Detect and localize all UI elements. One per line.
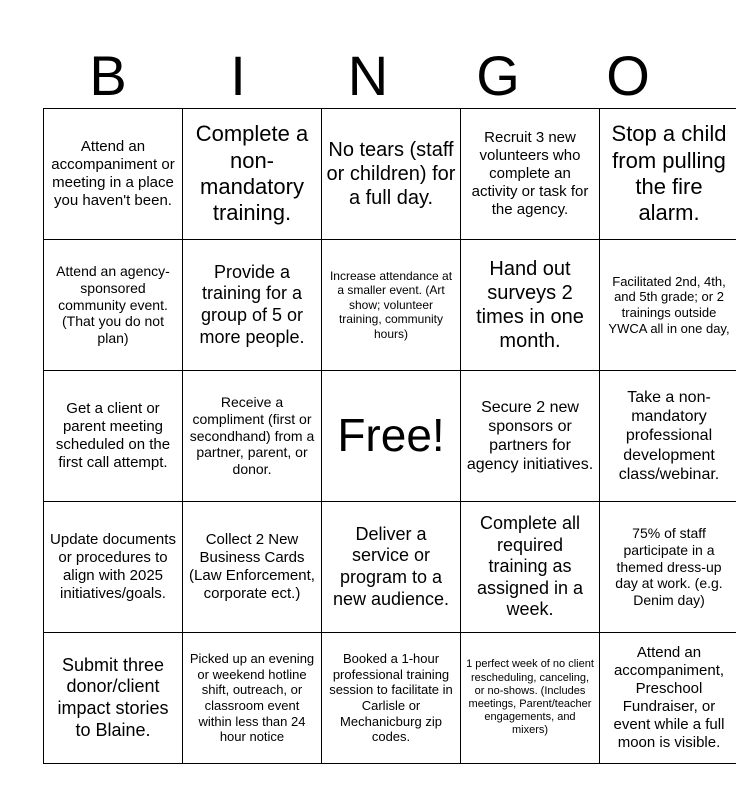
bingo-cell[interactable] xyxy=(600,371,736,502)
cell-text: Secure 2 new sponsors or partners for agency initiatives. xyxy=(466,398,594,474)
bingo-cell[interactable] xyxy=(461,633,600,764)
cell-text: 75% of staff participate in a themed dress-up day at work. (e.g. Denim day) xyxy=(615,525,723,609)
board-row xyxy=(44,109,736,240)
bingo-cell[interactable] xyxy=(44,240,183,371)
bingo-cell[interactable] xyxy=(322,109,461,240)
cell-text: Hand out surveys 2 times in one month. xyxy=(476,258,584,352)
cell-text: Provide a training for a group of 5 or more people. xyxy=(199,261,305,347)
bingo-cell[interactable] xyxy=(322,502,461,633)
cell-text: Get a client or parent meeting scheduled on the first call attempt. xyxy=(55,400,171,471)
bingo-cell[interactable] xyxy=(322,240,461,371)
bingo-cell[interactable] xyxy=(183,502,322,633)
cell-text: Attend an accompaniment, Preschool Fundraiser, or event while a full moon is visible. xyxy=(613,644,725,751)
bingo-cell[interactable] xyxy=(461,240,600,371)
free-space-text: Free! xyxy=(337,409,445,462)
cell-text: Update documents or procedures to align with 2025 initiatives/goals. xyxy=(50,531,176,602)
bingo-cell[interactable] xyxy=(183,371,322,502)
cell-text: 1 perfect week of no client rescheduling, canceling, or no-shows. (Includes meetings, Parent/teacher engagements, and mixers) xyxy=(466,658,594,737)
cell-text: Booked a 1-hour professional training session to facilitate in Carlisle or Mechanicburg zip codes. xyxy=(329,651,453,745)
bingo-cell[interactable] xyxy=(44,109,183,240)
free-space-cell[interactable] xyxy=(322,371,461,502)
board-row xyxy=(44,371,736,502)
header-letter-i: I xyxy=(230,44,246,107)
bingo-cell[interactable] xyxy=(600,502,736,633)
cell-text: Collect 2 New Business Cards (Law Enforcement, corporate ect.) xyxy=(189,531,315,602)
bingo-cell[interactable] xyxy=(461,502,600,633)
cell-text: Attend an agency-sponsored community event. (That you do not plan) xyxy=(56,263,170,347)
cell-text: Deliver a service or program to a new audience. xyxy=(332,523,450,609)
board-row xyxy=(44,502,736,633)
bingo-cell[interactable] xyxy=(183,240,322,371)
cell-text: Complete all required training as assigned in a week. xyxy=(476,513,584,620)
bingo-cell[interactable] xyxy=(183,109,322,240)
bingo-cell[interactable] xyxy=(322,633,461,764)
cell-text: No tears (staff or children) for a full day. xyxy=(326,139,456,209)
cell-text: Increase attendance at a smaller event. (Art show; volunteer training, community hours) xyxy=(329,269,453,341)
board-row xyxy=(44,633,736,764)
header-letter-b: B xyxy=(89,44,127,107)
bingo-cell[interactable] xyxy=(44,502,183,633)
bingo-cell[interactable] xyxy=(183,633,322,764)
bingo-cell[interactable] xyxy=(600,240,736,371)
cell-text: Complete a non-mandatory training. xyxy=(195,121,309,226)
cell-text: Recruit 3 new volunteers who complete an activity or task for the agency. xyxy=(471,129,589,218)
cell-text: Attend an accompaniment or meeting in a place you haven't been. xyxy=(51,138,175,209)
bingo-board xyxy=(43,108,736,764)
header-letter-o: O xyxy=(606,44,650,107)
header-letter-n: N xyxy=(347,44,389,107)
board-row xyxy=(44,240,736,371)
bingo-cell[interactable] xyxy=(44,371,183,502)
bingo-cell[interactable] xyxy=(461,371,600,502)
bingo-cell[interactable] xyxy=(600,109,736,240)
cell-text: Stop a child from pulling the fire alarm. xyxy=(611,121,727,226)
header-letter-g: G xyxy=(476,44,520,107)
bingo-cell[interactable] xyxy=(461,109,600,240)
cell-text: Facilitated 2nd, 4th, and 5th grade; or 2 trainings outside YWCA all in one day, xyxy=(608,273,730,336)
cell-text: Submit three donor/client impact stories to Blaine. xyxy=(57,654,169,740)
bingo-cell[interactable] xyxy=(600,633,736,764)
cell-text: Take a non-mandatory professional development class/webinar. xyxy=(618,389,720,483)
cell-text: Receive a compliment (first or secondhand) from a partner, parent, or donor. xyxy=(189,394,315,478)
cell-text: Picked up an evening or weekend hotline shift, outreach, or classroom event within less than 24 hour notice xyxy=(189,651,315,745)
bingo-header xyxy=(43,44,693,108)
bingo-cell[interactable] xyxy=(44,633,183,764)
